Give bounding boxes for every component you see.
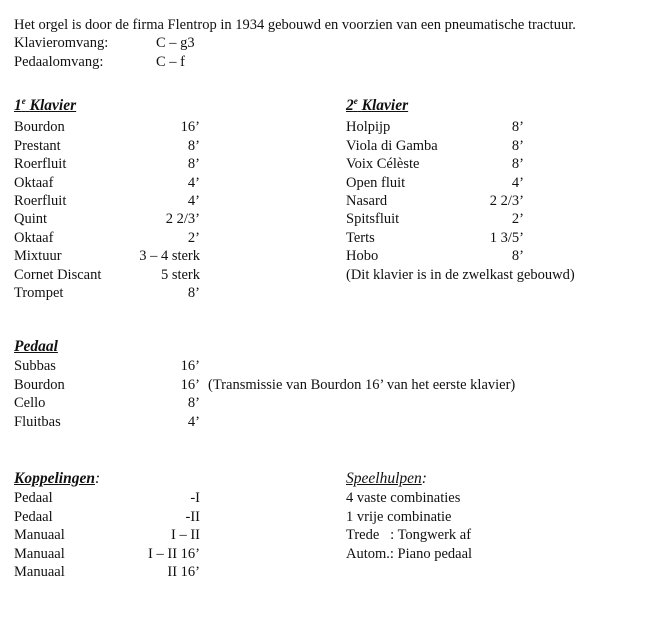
stop-name: Trompet [14,284,64,301]
pedal-range-value: C – f [156,53,185,70]
pedal-range-label: Pedaalomvang: [14,53,104,70]
stop-row [14,210,214,228]
stop-value: 16’ [180,376,200,393]
stop-name: Fluitbas [14,413,61,430]
stop-note: (Transmissie van Bourdon 16’ van het eerste klavier) [208,376,516,393]
stop-name: Oktaaf [14,174,54,191]
stop-name: Subbas [14,358,56,375]
speelhulpen-section [346,470,646,563]
stop-row [14,137,214,155]
klavier2-stop-list [346,118,646,284]
stop-name: Voix Célèste [346,156,420,173]
koppelingen-section [14,470,214,581]
stop-row [14,247,214,265]
stop-name: Roerfluit [14,156,67,173]
klavier1-section [14,92,214,302]
stop-value: 4’ [187,413,200,430]
pedal-range-row [14,53,576,71]
speelhulpen-heading: Speelhulpen [346,470,422,487]
stop-name: Prestant [14,137,61,154]
stop-name: Mixtuur [14,248,62,265]
stop-value: 8’ [511,156,524,173]
coupler-row [14,526,214,544]
coupler-name: Pedaal [14,490,53,507]
stop-value: 8’ [187,137,200,154]
stop-name: Hobo [346,248,379,265]
aid-item: Trede : Tongwerk af [346,527,472,544]
stop-value: 4’ [511,174,524,191]
stop-value: 2 2/3’ [489,192,524,209]
stop-name: Cornet Discant [14,266,102,283]
stop-row [346,229,646,247]
coupler-name: Manuaal [14,563,65,580]
stop-value: 8’ [511,119,524,136]
stop-row [346,137,646,155]
stop-value: 8’ [511,248,524,265]
speelhulpen-heading-wrap [346,470,646,488]
stop-row [14,229,214,247]
stop-row [14,413,614,431]
stop-name: Quint [14,211,48,228]
coupler-value: I – II 16’ [148,545,200,562]
pedaal-heading: Pedaal [14,338,58,355]
stop-value: 8’ [187,395,200,412]
coupler-row [14,489,214,507]
stop-row [346,155,646,173]
klavier2-section [346,92,646,284]
stop-value: 16’ [180,119,200,136]
stop-row [346,118,646,136]
stop-row [346,247,646,265]
intro-line: Het orgel is door de firma Flentrop in 1934 gebouwd en voorzien van een pneumatische tractuur. [14,17,576,33]
intro-block [14,16,576,71]
klavier2-note-row [346,266,646,284]
koppelingen-list [14,489,214,581]
stop-value: 4’ [187,192,200,209]
coupler-name: Manuaal [14,545,65,562]
stop-value: 3 – 4 sterk [139,248,200,265]
coupler-name: Manuaal [14,527,65,544]
stop-value: 8’ [511,137,524,154]
stop-name: Terts [346,229,375,246]
stop-value: 16’ [180,358,200,375]
aid-item: Autom.: Piano pedaal [346,545,473,562]
keyboard-range-value: C – g3 [156,35,195,52]
stop-value: 5 sterk [160,266,200,283]
stop-row [346,210,646,228]
stop-value: 2’ [511,211,524,228]
stop-value: 8’ [187,284,200,301]
stop-name: Bourdon [14,376,65,393]
koppelingen-heading-wrap [14,470,214,488]
stop-name: Viola di Gamba [346,137,438,154]
aid-item: 4 vaste combinaties [346,490,461,507]
stop-row [14,192,214,210]
coupler-row [14,508,214,526]
pedaal-section [14,338,614,431]
stop-value: 2 2/3’ [165,211,200,228]
stop-name: Oktaaf [14,229,54,246]
klavier2-note: (Dit klavier is in de zwelkast gebouwd) [346,266,575,283]
speelhulpen-list [346,489,646,563]
stop-name: Bourdon [14,119,65,136]
coupler-row [14,545,214,563]
coupler-value: I – II [171,527,200,544]
stop-value: 8’ [187,156,200,173]
stop-row [14,394,614,412]
stop-name: Holpijp [346,119,391,136]
coupler-value: -II [185,508,200,525]
aid-item: 1 vrije combinatie [346,508,452,525]
stop-name: Cello [14,395,46,412]
stop-row [14,266,214,284]
stop-name: Spitsfluit [346,211,400,228]
stop-value: 1 3/5’ [489,229,524,246]
stop-row [14,357,614,375]
stop-value: 4’ [187,174,200,191]
stop-name: Nasard [346,192,388,209]
coupler-row [14,563,214,581]
klavier1-heading: 1e Klavier [14,96,77,114]
speelhulpen-heading-suffix: : [421,470,427,487]
coupler-name: Pedaal [14,508,53,525]
klavier1-stop-list [14,118,214,302]
klavier2-heading: 2e Klavier [346,96,409,114]
stop-row [346,192,646,210]
stop-name: Roerfluit [14,192,67,209]
coupler-value: II 16’ [167,563,200,580]
keyboard-range-label: Klavieromvang: [14,35,109,52]
coupler-value: -I [190,490,200,507]
stop-row [14,118,214,136]
stop-row [14,174,214,192]
stop-row [346,174,646,192]
stop-row [14,376,614,394]
keyboard-range-row [14,34,576,52]
koppelingen-heading: Koppelingen [14,470,95,487]
pedaal-stop-list [14,357,614,431]
stop-name: Open fluit [346,174,406,191]
koppelingen-heading-suffix: : [94,470,101,487]
stop-row [14,284,214,302]
stop-value: 2’ [187,229,200,246]
stop-row [14,155,214,173]
